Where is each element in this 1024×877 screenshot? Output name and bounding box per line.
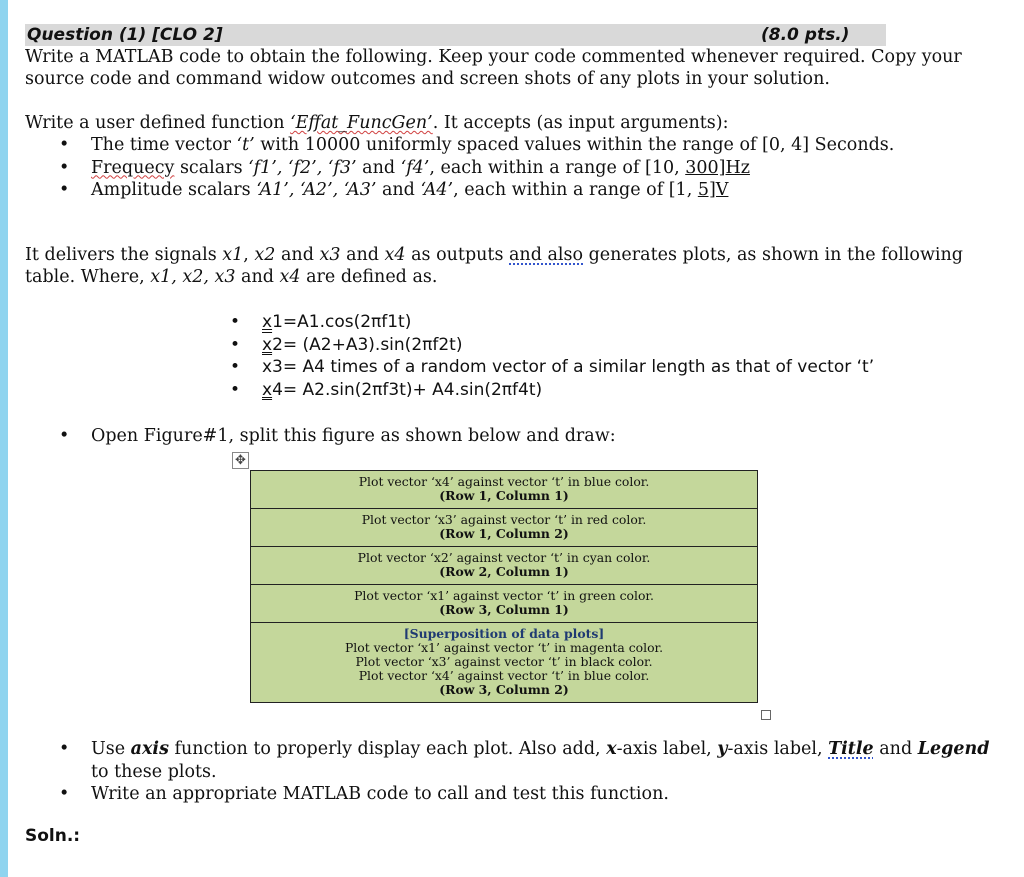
instr-use: Use xyxy=(91,739,131,759)
table-cell[interactable] xyxy=(251,585,758,623)
table-cell[interactable] xyxy=(251,471,758,509)
freq-end: 300]Hz xyxy=(685,157,750,178)
freq-and: and xyxy=(356,157,401,178)
figure-intro-text: Open Figure#1, split this figure as shown below and draw: xyxy=(91,426,616,446)
cell-text: Plot vector ‘x1’ against vector ‘t’ in green color. xyxy=(354,588,654,603)
list-item-time xyxy=(25,134,894,157)
bullet-icon: • xyxy=(230,334,241,355)
freq-mid: , each within a range of [10, xyxy=(429,157,686,178)
time-suffix: with 10000 uniformly spaced values within the range of [0, 4] Seconds. xyxy=(254,135,895,155)
deliver-and-3: and xyxy=(235,267,280,287)
bullet-icon: • xyxy=(59,135,70,155)
amp-vars: ‘A1’, ‘A2’, ‘A3’ xyxy=(256,180,377,200)
freq-last: ‘f4’ xyxy=(400,157,430,178)
axis-keyword: axis xyxy=(130,739,169,759)
equation-var: x xyxy=(262,334,273,355)
table-cell[interactable] xyxy=(251,547,758,585)
var-x2: x2 xyxy=(254,245,276,265)
legend-keyword: Legend xyxy=(917,739,990,759)
cell-position: (Row 3, Column 1) xyxy=(439,602,569,617)
equation-var: x xyxy=(262,379,273,400)
var-list: x1, x2, x3 xyxy=(150,267,236,287)
cell-text: Plot vector ‘x3’ against vector ‘t’ in red color. xyxy=(361,512,647,527)
function-prefix: Write a user defined function xyxy=(25,113,291,133)
list-item-amplitude xyxy=(25,179,894,202)
y-keyword: y xyxy=(717,739,728,759)
question-title: Question (1) [CLO 2] xyxy=(27,25,223,45)
freq-vars: ‘f1’, ‘f2’, ‘f3’ xyxy=(248,157,357,178)
equation-text: 2= (A2+A3).sin(2πf2t) xyxy=(272,334,463,355)
function-paragraph xyxy=(25,112,1000,134)
table-row xyxy=(251,471,758,509)
table-row xyxy=(251,509,758,547)
amp-last: ‘A4’ xyxy=(420,180,454,200)
instr-test: Write an appropriate MATLAB code to call and test this function. xyxy=(91,784,669,804)
list-item-test xyxy=(25,783,1000,806)
list-item-frequency xyxy=(25,157,894,180)
frequency-word: Frequecy xyxy=(91,157,175,178)
equation-text: x3= A4 times of a random vector of a similar length as that of vector ‘t’ xyxy=(262,357,875,377)
question-header xyxy=(25,24,886,46)
deliver-comma: , xyxy=(243,245,255,265)
function-name: ‘Effat_FuncGen’ xyxy=(290,113,433,133)
deliver-text-4: are defined as. xyxy=(300,267,438,287)
amp-end: 5]V xyxy=(697,180,729,200)
solution-label: Soln.: xyxy=(25,826,81,846)
var-x4-second: x4 xyxy=(279,267,301,287)
bullet-icon: • xyxy=(59,784,70,804)
instr-end: to these plots. xyxy=(91,761,217,782)
table-row xyxy=(251,585,758,623)
var-x4: x4 xyxy=(384,245,406,265)
bullet-icon: • xyxy=(230,379,241,400)
bullet-icon: • xyxy=(230,312,241,332)
bullet-icon: • xyxy=(59,426,70,446)
equation-x3 xyxy=(25,356,874,379)
equation-var: x xyxy=(262,312,273,332)
amp-and: and xyxy=(376,180,421,200)
equation-text: 1=A1.cos(2πf1t) xyxy=(272,312,412,332)
question-points: (8.0 pts.) xyxy=(761,25,850,45)
deliver-text-2: as outputs xyxy=(405,245,509,265)
var-x3: x3 xyxy=(319,245,341,265)
time-prefix: The time vector xyxy=(91,135,237,155)
title-keyword: Title xyxy=(828,739,874,759)
equation-x2 xyxy=(25,334,874,357)
equations-list xyxy=(25,311,874,401)
equation-x4 xyxy=(25,379,874,402)
bullet-icon: • xyxy=(230,357,241,377)
deliver-and-2: and xyxy=(340,245,385,265)
bullet-icon: • xyxy=(59,180,70,200)
table-row xyxy=(251,623,758,703)
left-margin-bar xyxy=(0,0,8,877)
equation-text: 4= A2.sin(2πf3t)+ A4.sin(2πf4t) xyxy=(272,379,543,400)
superposition-line: Plot vector ‘x3’ against vector ‘t’ in black color. xyxy=(355,654,653,669)
superposition-line: Plot vector ‘x4’ against vector ‘t’ in blue color. xyxy=(358,668,650,683)
table-resize-handle[interactable] xyxy=(761,710,771,720)
bullet-icon: • xyxy=(59,157,70,178)
cell-position: (Row 1, Column 1) xyxy=(439,488,569,503)
input-arguments-list xyxy=(25,134,894,202)
bullet-icon: • xyxy=(59,739,70,759)
cell-position: (Row 2, Column 1) xyxy=(439,564,569,579)
instructions-list xyxy=(25,738,1000,806)
deliver-text-1: It delivers the signals xyxy=(25,245,223,265)
equation-x1 xyxy=(25,311,874,334)
table-cell-superposition[interactable] xyxy=(251,623,758,703)
table-cell[interactable] xyxy=(251,509,758,547)
amp-mid: , each within a range of [1, xyxy=(453,180,698,200)
var-x1: x1 xyxy=(222,245,244,265)
cell-text: Plot vector ‘x2’ against vector ‘t’ in cyan color. xyxy=(357,550,651,565)
table-move-icon[interactable]: ✥ xyxy=(232,452,249,469)
cell-position: (Row 3, Column 2) xyxy=(439,682,569,697)
instr-ylabel: -axis label, xyxy=(727,739,829,759)
list-item-axis xyxy=(25,738,1000,783)
instr-xlabel: -axis label, xyxy=(616,739,718,759)
x-keyword: x xyxy=(606,739,617,759)
time-var: ‘t’ xyxy=(236,135,255,155)
deliver-text-3: generates plots, as shown in the following table. Where, xyxy=(25,245,964,287)
cell-text: Plot vector ‘x4’ against vector ‘t’ in blue color. xyxy=(358,474,650,489)
function-suffix: . It accepts (as input arguments): xyxy=(432,113,729,133)
cell-position: (Row 1, Column 2) xyxy=(439,526,569,541)
and-also-text: and also xyxy=(509,245,584,265)
freq-prefix: scalars xyxy=(174,157,249,178)
figure-layout-table xyxy=(250,470,758,703)
superposition-heading: [Superposition of data plots] xyxy=(403,626,605,641)
amp-prefix: Amplitude scalars xyxy=(91,180,257,200)
intro-paragraph: Write a MATLAB code to obtain the following. Keep your code commented whenever required. Copy your source code and command widow outcomes and screen shots of any plots in your solution. xyxy=(25,47,962,89)
superposition-line: Plot vector ‘x1’ against vector ‘t’ in magenta color. xyxy=(344,640,664,655)
instr-and: and xyxy=(873,739,918,759)
deliver-and-1: and xyxy=(275,245,320,265)
instr-mid: function to properly display each plot. Also add, xyxy=(168,739,607,759)
outputs-paragraph xyxy=(25,244,1000,288)
table-row xyxy=(251,547,758,585)
